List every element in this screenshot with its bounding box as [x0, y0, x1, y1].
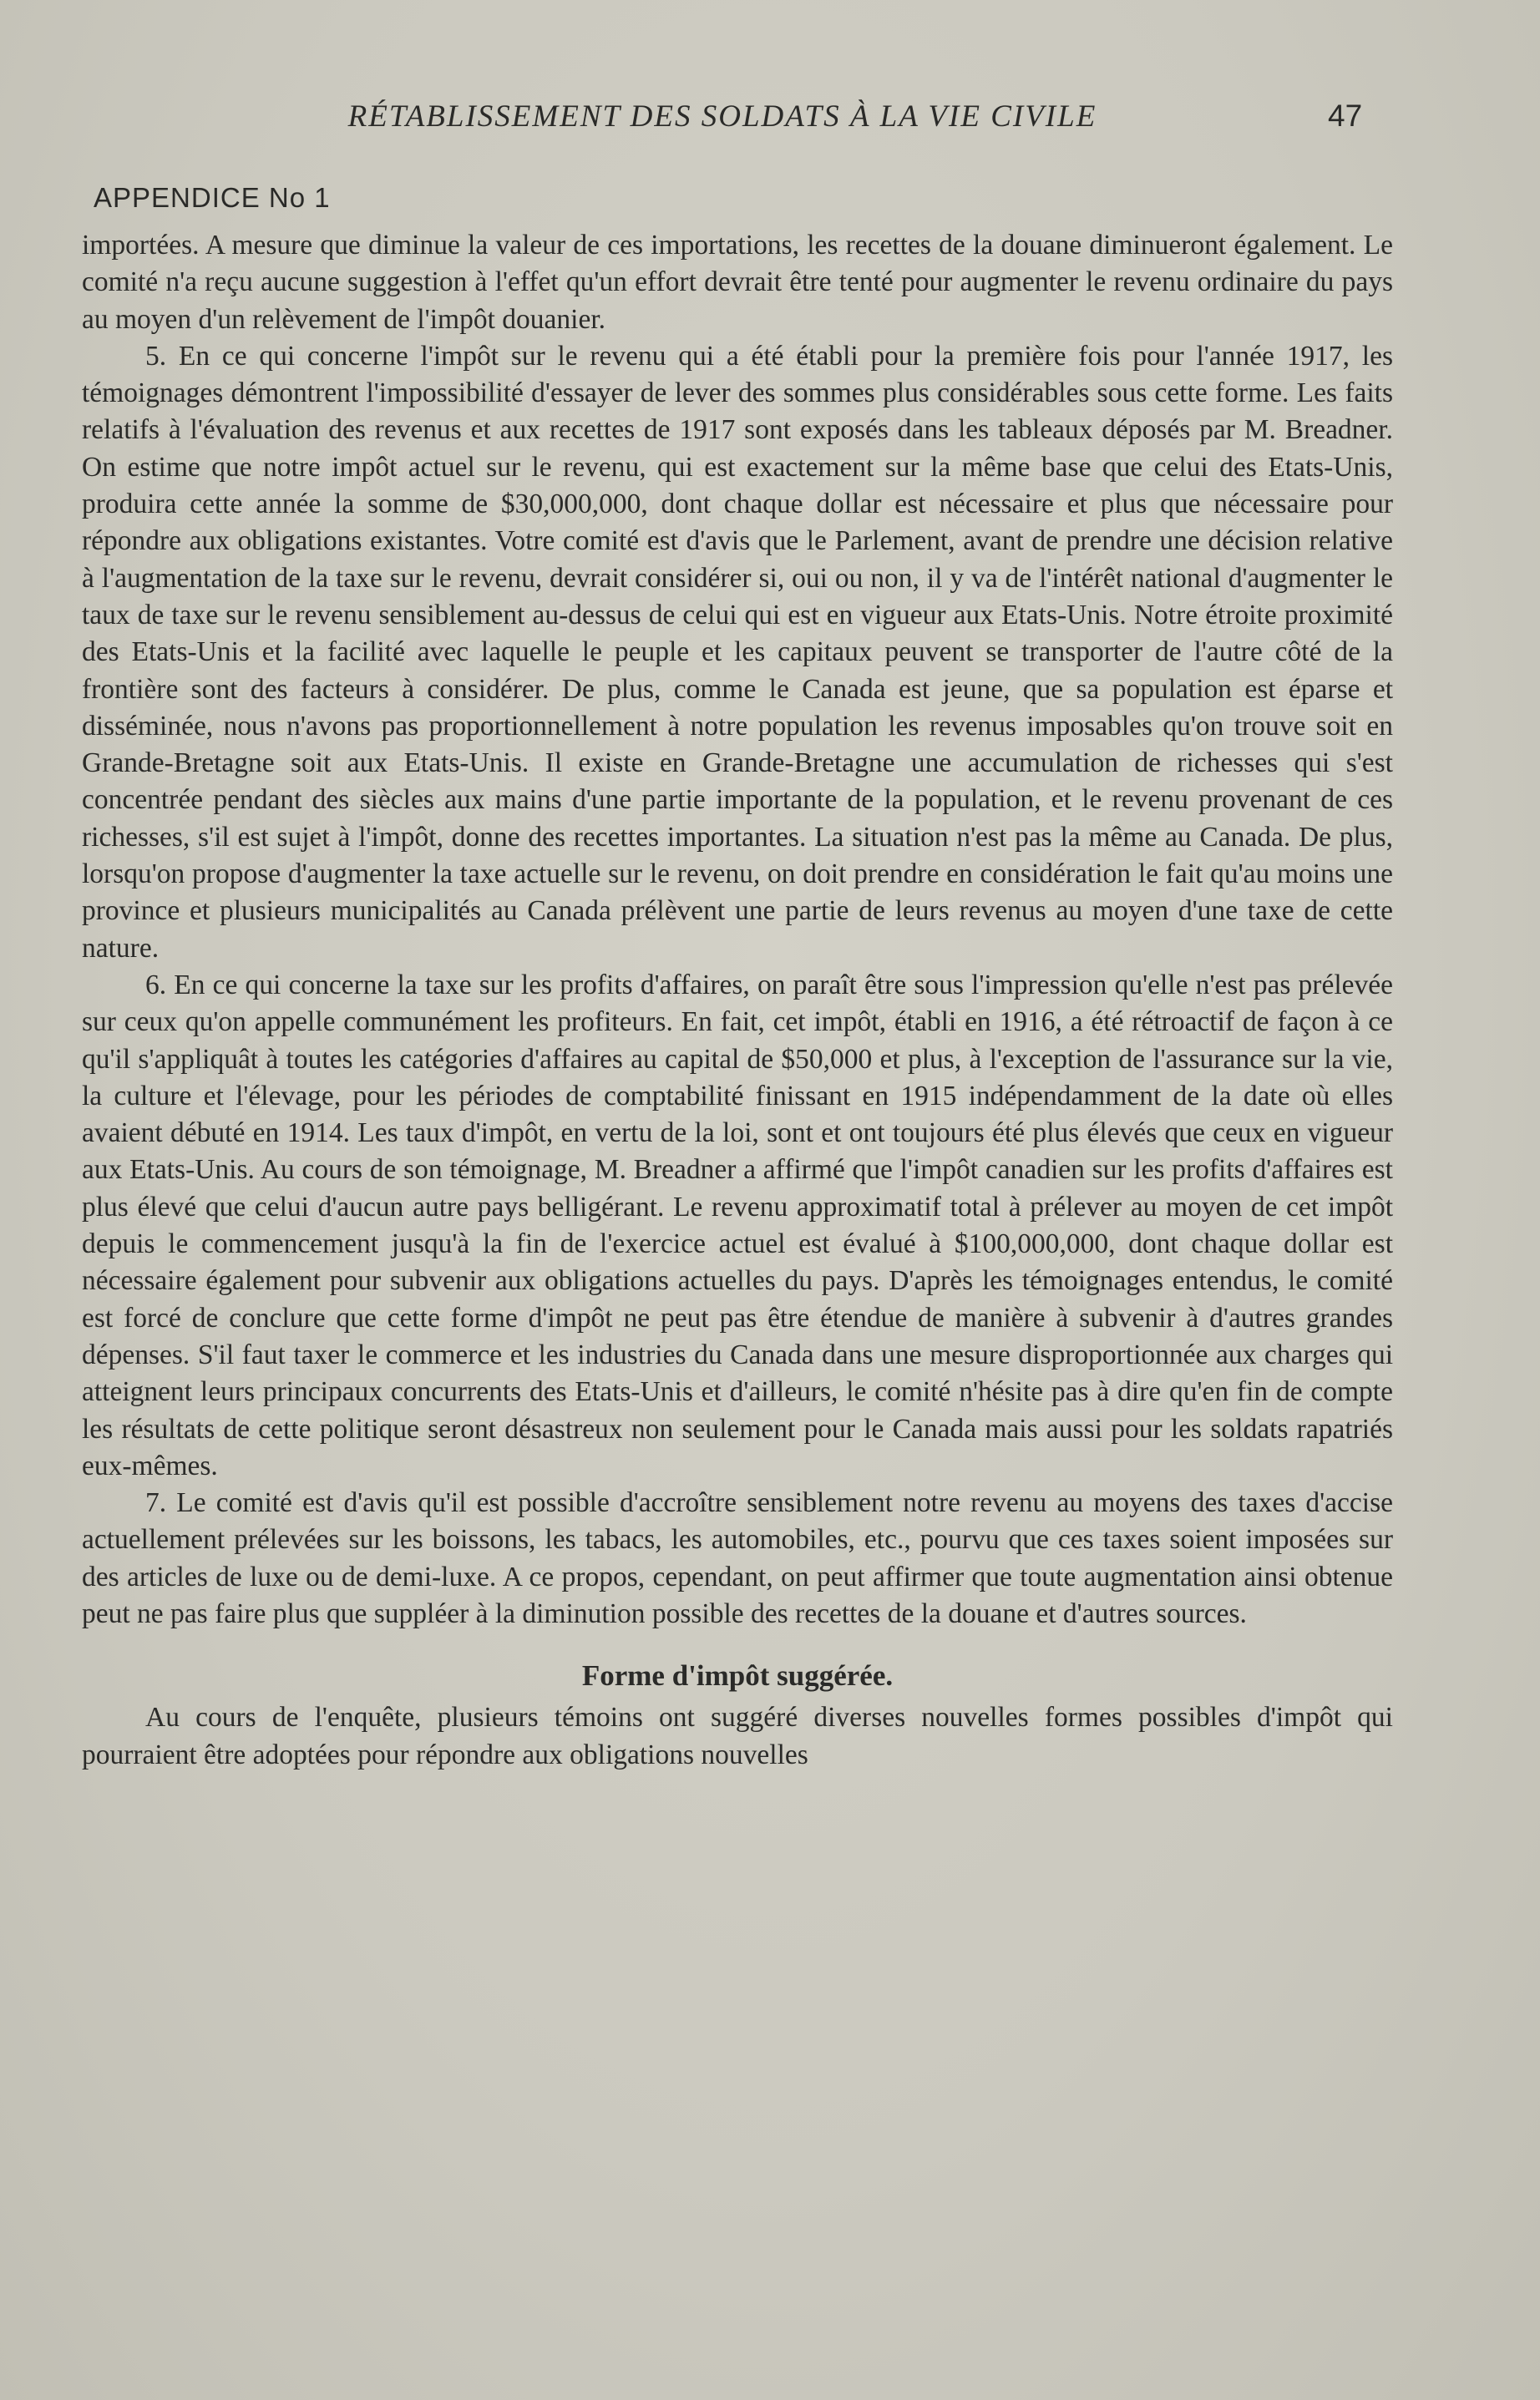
running-title: RÉTABLISSEMENT DES SOLDATS À LA VIE CIVILE [347, 99, 1097, 134]
paragraph-7: 7. Le comité est d'avis qu'il est possible d'accroître sensiblement notre revenu au moyens des taxes d'accise actuellement prélevées sur les boissons, les tabacs, les automobiles, etc., pourvu que ces taxes soient imposées sur des articles de luxe ou de demi-luxe. A ce propos, cependant, on peut affirmer que toute augmentation ainsi obtenue peut ne pas faire plus que suppléer à la diminution possible des recettes de la douane et d'autres sources. [82, 1487, 1393, 1629]
body-text [82, 227, 1393, 1774]
section-heading: Forme d'impôt suggérée. [581, 1659, 894, 1693]
page-header [0, 99, 1540, 149]
paragraph-5: 5. En ce qui concerne l'impôt sur le revenu qui a été établi pour la première fois pour l'année 1917, les témoignages démontrent l'impossibilité d'essayer de lever des sommes plus considérables sous cette forme. Les faits relatifs à l'évaluation des revenus et aux recettes de 1917 sont exposés dans les tableaux déposés par M. Breadner. On estime que notre impôt actuel sur le revenu, qui est exactement sur la même base que celui des Etats-Unis, produira cette année la somme de $30,000,000, dont chaque dollar est nécessaire et plus que nécessaire pour répondre aux obligations existantes. Votre comité est d'avis que le Parlement, avant de prendre une décision relative à l'augmentation de la taxe sur le revenu, devrait considérer si, oui ou non, il y va de l'intérêt national d'augmenter le taux de taxe sur le revenu sensiblement au-dessus de celui qui est en vigueur aux Etats-Unis. Notre étroite proximité des Etats-Unis et la facilité avec laquelle le peuple et les capitaux peuvent se transporter de l'autre côté de la frontière sont des facteurs à considérer. De plus, comme le Canada est jeune, que sa population est éparse et disséminée, nous n'avons pas proportionnellement à notre population les revenus imposables qu'on trouve soit en Grande-Bretagne soit aux Etats-Unis. Il existe en Grande-Bretagne une accumulation de richesses qui s'est concentrée pendant des siècles aux mains d'une partie importante de la population, et le revenu provenant de ces richesses, s'il est sujet à l'impôt, donne des recettes importantes. La situation n'est pas la même au Canada. De plus, lorsqu'on propose d'augmenter la taxe actuelle sur le revenu, on doit prendre en considération le fait qu'au moins une province et plusieurs municipalités au Canada prélèvent une partie de leurs revenus au moyen d'une taxe de cette nature. [82, 340, 1393, 964]
page-number: 47 [1328, 99, 1363, 133]
final-paragraph: Au cours de l'enquête, plusieurs témoins ont suggéré diverses nouvelles formes possibles d'impôt qui pourraient être adoptées pour répondre aux obligations nouvelles [82, 1702, 1393, 1770]
appendix-label: APPENDICE No 1 [94, 182, 331, 213]
paragraph-continuation: importées. A mesure que diminue la valeur de ces importations, les recettes de la douane diminueront également. Le comité n'a reçu aucune suggestion à l'effet qu'un effort devrait être tenté pour augmenter le revenu ordinaire du pays au moyen d'un relèvement de l'impôt douanier. [82, 230, 1393, 335]
paragraph-6: 6. En ce qui concerne la taxe sur les profits d'affaires, on paraît être sous l'impression qu'elle n'est pas prélevée sur ceux qu'on appelle communément les profiteurs. En fait, cet impôt, établi en 1916, a été rétroactif de façon à ce qu'il s'appliquât à toutes les catégories d'affaires au capital de $50,000 et plus, à l'exception de l'assurance sur la vie, la culture et l'élevage, pour les périodes de comptabilité finissant en 1915 indépendamment de la date où elles avaient débuté en 1914. Les taux d'impôt, en vertu de la loi, sont et ont toujours été plus élevés que ceux en vigueur aux Etats-Unis. Au cours de son témoignage, M. Breadner a affirmé que l'impôt canadien sur les profits d'affaires est plus élevé que celui d'aucun autre pays belligérant. Le revenu approximatif total à prélever au moyen de cet impôt depuis le commencement jusqu'à la fin de l'exercice actuel est évalué à $100,000,000, dont chaque dollar est nécessaire également pour subvenir aux obligations actuelles du pays. D'après les témoignages entendus, le comité est forcé de conclure que cette forme d'impôt ne peut pas être étendue de manière à subvenir à d'autres grandes dépenses. S'il faut taxer le commerce et les industries du Canada dans une mesure disproportionnée aux charges qui atteignent leurs principaux concurrents des Etats-Unis et d'ailleurs, le comité n'hésite pas à dire qu'en fin de compte les résultats de cette politique seront désastreux non seulement pour le Canada mais aussi pour les soldats rapatriés eux-mêmes. [82, 969, 1393, 1481]
